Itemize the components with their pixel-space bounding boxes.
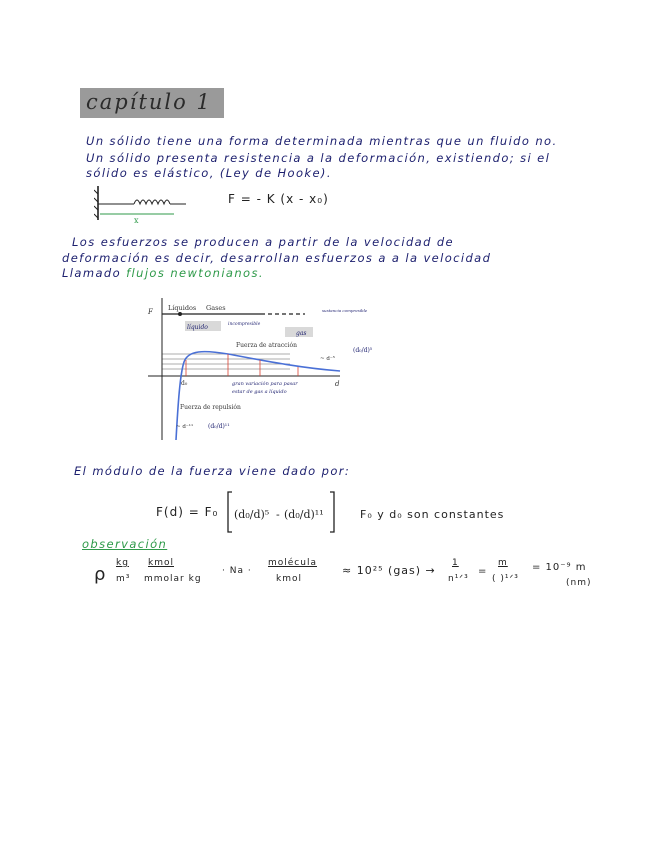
svg-text:(d₀/d)¹¹: (d₀/d)¹¹ <box>208 423 230 430</box>
force-minus: - <box>276 508 280 521</box>
hooke-formula: F = - K (x - x₀) <box>228 192 329 206</box>
svg-text:Gases: Gases <box>206 304 226 312</box>
spring-diagram <box>94 186 194 224</box>
svg-text:sustancia compresible: sustancia compresible <box>322 308 368 313</box>
svg-text:gran variación para pasar: gran variación para pasar <box>232 381 298 387</box>
svg-text:F: F <box>148 308 153 316</box>
force-graph <box>140 294 385 444</box>
svg-text:(d₀/d)⁵: (d₀/d)⁵ <box>353 347 373 354</box>
svg-text:gas: gas <box>296 330 307 337</box>
svg-text:Líquidos: Líquidos <box>168 304 197 312</box>
svg-text:Fuerza de atracción: Fuerza de atracción <box>236 342 297 349</box>
svg-text:~ d⁻¹¹: ~ d⁻¹¹ <box>176 424 194 430</box>
svg-text:d: d <box>335 380 340 388</box>
observation-formula: ρ kg m³ kmol mmolar kg · Na · molécula kmol ≈ 10²⁵ (gas) → 1 n¹ᐟ³ = m ( )¹ᐟ³ = 10⁻⁹ m (nm) <box>94 558 592 588</box>
force-formula-lhs: F(d) = F₀ <box>156 505 219 519</box>
page-title: capítulo 1 <box>86 90 212 114</box>
constants-note: F₀ y d₀ son constantes <box>360 508 505 521</box>
svg-text:incompresible: incompresible <box>228 322 261 327</box>
paragraph1-line1: Un sólido tiene una forma determinada mientras que un fluido no. <box>86 134 558 148</box>
paragraph1-line2: Un sólido presenta resistencia a la deformación, existiendo; si el <box>86 151 551 165</box>
svg-text:Fuerza de repulsión: Fuerza de repulsión <box>180 404 241 411</box>
svg-text:d₀: d₀ <box>181 380 188 387</box>
paragraph2-line3: Llamado flujos newtonianos. <box>62 266 264 280</box>
paragraph2-line1: Los esfuerzos se producen a partir de la velocidad de <box>72 235 455 249</box>
svg-text:~ d⁻⁵: ~ d⁻⁵ <box>320 356 335 362</box>
force-term2: (d₀/d)¹¹ <box>284 508 324 521</box>
spring-x-label: x <box>134 216 139 224</box>
observacion-heading: observación <box>82 537 168 551</box>
paragraph3: El módulo de la fuerza viene dado por: <box>74 464 351 478</box>
paragraph2-line2: deformación es decir, desarrollan esfuerzos a a la velocidad <box>62 251 492 265</box>
paragraph1-line3: sólido es elástico, (Ley de Hooke). <box>86 166 332 180</box>
force-formula-bracket <box>226 490 338 534</box>
force-term1: (d₀/d)⁵ <box>234 508 270 521</box>
svg-text:líquido: líquido <box>187 324 208 331</box>
svg-text:estar de gas a líquido: estar de gas a líquido <box>232 389 287 395</box>
